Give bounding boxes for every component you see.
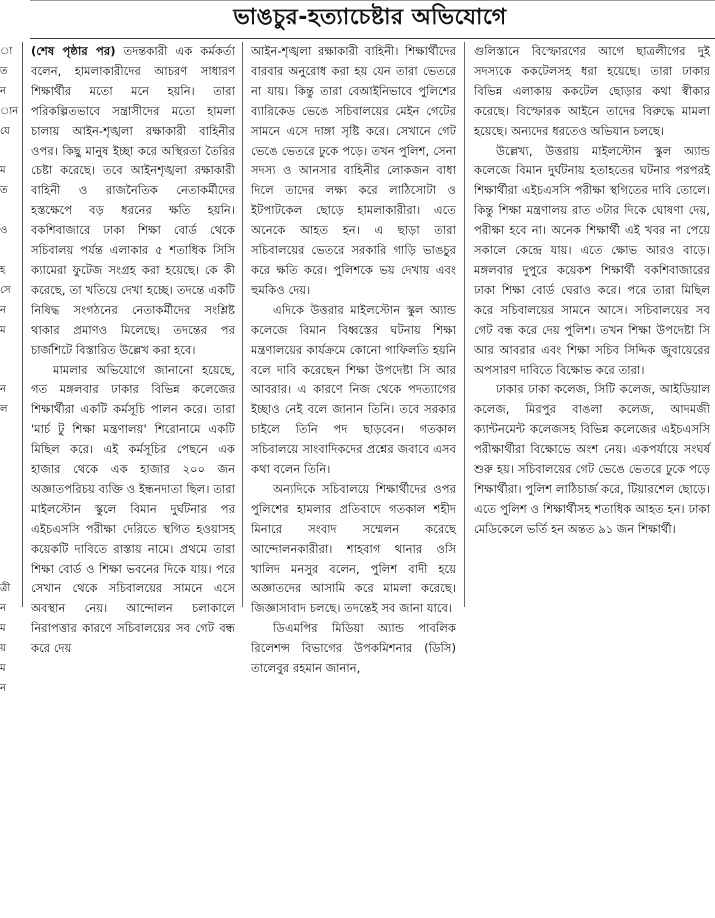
column-2-paragraph-4: ডিএমপির মিডিয়া অ্যান্ড পাবলিক রিলেশন্স বিভাগের উপকমিশনার (ডিসি) তালেবুর রহমান জানান, — [251, 621, 456, 676]
edge-fragment: া — [0, 46, 13, 57]
edge-fragment — [0, 361, 22, 381]
edge-fragment — [0, 779, 22, 799]
column-3-paragraph-3: ঢাকার ঢাকা কলেজ, সিটি কলেজ, আইডিয়াল কলেজ, মিরপুর বাঙলা কলেজ, আদমজী ক্যান্টনমেন্ট কলেজসহ বিভিন্ন কলেজের এইচএসসি পরীক্ষার্থীরা বিক্ষোভে অংশ নেয়। একপর্যায়ে সংঘর্ষ শুরু হয়। সচিবালয়ের গেট ভেঙে ভেতরে ঢুকে পড়ে শিক্ষার্থীরা। পুলিশ লাঠিচার্জ করে, টিয়ারশেল ছোড়ে। এতে পুলিশ ও শিক্ষার্থীসহ শতাধিক আহত হন। ঢাকা মেডিকেলে ভর্তি হন অন্তত ৯১ জন শিক্ষার্থী। — [474, 382, 710, 536]
column-1-paragraph-2: মামলার অভিযোগে জানানো হয়েছে, গত মঙ্গলবার ঢাকার বিভিন্ন কলেজের শিক্ষার্থীরা একটি কর্মসূচি পালন করে। তারা 'মার্চ টু শিক্ষা মন্ত্রণালয়' শিরোনামে একটি মিছিল করে। এই কর্মসূচির পেছনে এক হাজার থেকে এক হাজার ২০০ জন অজ্ঞাতপরিচয় ব্যক্তি ও ইন্ধনদাতা ছিল। তারা মাইলস্টোন স্কুলে বিমান দুর্ঘটনার পর এইচএসসি পরীক্ষা দেরিতে স্থগিত হওয়াসহ কয়েকটি দাবিতে রাস্তায় নামে। প্রথমে তারা শিক্ষা বোর্ড ও শিক্ষা ভবনের দিকে যায়। পরে সেখান থেকে সচিবালয়ের সামনে এসে অবস্থান নেয়। আন্দোলন চলাকালে নিরাপত্তার কারণে সচিবালয়ের সব গেট বন্ধ করে দেয় — [31, 362, 235, 656]
edge-fragment — [0, 739, 22, 759]
column-2-paragraph-2: এদিকে উত্তরার মাইলস্টোন স্কুল অ্যান্ড কলেজে বিমান বিধ্বস্তের ঘটনায় শিক্ষা মন্ত্রণালয়ের কার্যক্রমে কোনো গাফিলতি হয়নি বলে দাবি করেছেন শিক্ষা উপদেষ্টা সি আর আবরার। এ কারণে নিজ থেকে পদত্যাগের ইচ্ছাও নেই বলে জানান তিনি। তবে সরকার চাইলে তিনি পদ ছাড়বেন। গতকাল সচিবালয়ে সাংবাদিকদের প্রশ্নের জবাবে এসব কথা বলেন তিনি। — [251, 302, 456, 477]
column-3-paragraph-1: গুলিস্তানে বিস্ফোরণের আগে ছাত্রলীগের দুই সদস্যকে ককটেলসহ ধরা হয়েছে। তারা ঢাকার বিভিন্ন এলাকায় ককটেল ছোড়ার কথা স্বীকার করেছে। বিস্ফোরক আইনে তাদের বিরুদ্ধে মামলা হয়েছে। অন্যদের ধরতেও অভিযান চলছে। — [474, 44, 710, 138]
edge-fragment: ল — [0, 404, 8, 416]
edge-fragment — [0, 560, 22, 580]
edge-fragment — [0, 898, 22, 918]
edge-fragment — [0, 540, 22, 560]
article-column-3 — [474, 42, 710, 607]
headline: ভাঙচুর-হত্যাচেষ্টার অভিযোগে — [233, 5, 507, 30]
edge-fragment — [0, 818, 22, 838]
column-3-paragraph-2: উল্লেখ্য, উত্তরায় মাইলস্টোন স্কুল অ্যান্ড কলেজে বিমান দুর্ঘটনায় হতাহতের ঘটনার পরপরই শিক্ষার্থীরা এইচএসসি পরীক্ষা স্থগিতের দাবি তোলে। কিন্তু শিক্ষা মন্ত্রণালয় রাত ৩টার দিকে ঘোষণা দেয়, পরীক্ষা হবে না। অনেক শিক্ষার্থী এই খবর না পেয়ে সকালে কেন্দ্রে যায়। এতে ক্ষোভ আরও বাড়ে। মঙ্গলবার দুপুরে কয়েকশ শিক্ষার্থী বকশিবাজারের ঢাকা শিক্ষা বোর্ড ঘেরাও করে। পরে তারা মিছিল করে সচিবালয়ের সামনে আসে। সচিবালয়ের সব গেট বন্ধ করে দেয় পুলিশ। তখন শিক্ষা উপদেষ্টা সি আর আবরার এবং শিক্ষা সচিব সিদ্দিক জুবায়েরের অপসারণ দাবিতে বিক্ষোভ করে তারা। — [474, 143, 710, 377]
article-column-2 — [251, 42, 456, 676]
edge-fragment: ন — [0, 384, 6, 396]
edge-fragment: ত — [0, 65, 8, 77]
edge-fragment — [0, 858, 22, 878]
column-divider — [242, 42, 243, 607]
edge-fragment: ত্রী — [0, 583, 11, 595]
edge-fragment — [0, 440, 22, 460]
edge-fragment: ম — [0, 623, 6, 635]
edge-fragment — [0, 241, 22, 261]
continued-label: (শেষ পৃষ্ঠার পর) — [31, 44, 116, 58]
column-divider — [464, 42, 465, 607]
edge-fragment: ও — [0, 225, 8, 237]
edge-fragment — [0, 142, 22, 162]
edge-fragment: ন — [0, 683, 6, 694]
edge-fragment — [0, 520, 22, 540]
edge-fragment — [0, 500, 22, 520]
edge-fragment: ম — [0, 165, 6, 177]
edge-fragment: ান — [0, 105, 19, 117]
edge-fragment: হ — [0, 264, 6, 276]
edge-fragment: ন — [0, 85, 6, 97]
edge-fragment: যে — [0, 125, 10, 137]
column-2-paragraph-1: আইন-শৃঙ্খলা রক্ষাকারী বাহিনী। শিক্ষার্থীদের বারবার অনুরোধ করা হয় যেন তারা ভেতরে না যায়। কিন্তু তারা বেআইনিভাবে পুলিশের ব্যারিকেড ভেঙে সচিবালয়ের মেইন গেটের সামনে এসে দাঙ্গা সৃষ্টি করে। সেখানে গেট ভেঙে ভেতরে ঢুকে পড়ে। তখন পুলিশ, সেনা সদস্য ও আনসার বাহিনীর লোকজন বাধা দিলে তাদের লক্ষ্য করে লাঠিসোটা ও ইটপাটকেল ছোড়ে হামলাকারীরা। এতে অনেকে আহত হন। এ ছাড়া তারা সচিবালয়ের ভেতরে সরকারি গাড়ি ভাঙচুর করে ক্ষতি করে। পুলিশকে ভয় দেখায় এবং হুমকিও দেয়। — [251, 44, 456, 297]
edge-fragment: ত — [0, 185, 8, 197]
edge-fragment — [0, 341, 22, 361]
edge-fragment — [0, 838, 22, 858]
edge-fragment — [0, 460, 22, 480]
clipped-left-column — [0, 42, 23, 694]
edge-fragment — [0, 878, 22, 898]
edge-fragment — [0, 201, 22, 221]
edge-fragment: ম — [0, 324, 6, 336]
edge-fragment — [0, 420, 22, 440]
edge-fragment — [0, 759, 22, 779]
edge-fragment — [0, 719, 22, 739]
edge-fragment: ম — [0, 663, 6, 675]
headline-rule — [30, 38, 715, 39]
edge-fragment: ন — [0, 603, 6, 615]
edge-fragment — [0, 480, 22, 500]
column-1-paragraph-1 — [31, 42, 235, 361]
edge-fragment: ন — [0, 304, 6, 316]
edge-fragment: য় — [0, 643, 6, 655]
edge-fragment — [0, 798, 22, 818]
column-1-paragraph-1-text: তদন্তকারী এক কর্মকর্তা বলেন, হামলাকারীদের আচরণ সাধারণ শিক্ষার্থীর মতো মনে হয়নি। তারা পরিকল্পিতভাবে সন্ত্রাসীদের মতো হামলা চালায় আইন-শৃঙ্খলা রক্ষাকারী বাহিনীর ওপর। কিছু মানুষ ইচ্ছা করে অস্থিরতা তৈরির চেষ্টা করেছে। তবে আইনশৃঙ্খলা রক্ষাকারী বাহিনী ও রাজনৈতিক নেতাকর্মীদের হস্তক্ষেপে বড় ধরনের ক্ষতি হয়নি। বকশিবাজারে ঢাকা শিক্ষা বোর্ড থেকে সচিবালয় পর্যন্ত এলাকার ৫ শতাধিক সিসি ক্যামেরা ফুটেজ সংগ্রহ করা হয়েছে। কে কী করেছে, তা খতিয়ে দেখা হচ্ছে। তদন্তে একটি নিষিদ্ধ সংগঠনের নেতাকর্মীদের সংশ্লিষ্ট থাকার প্রমাণও মিলেছে। তদন্তের পর চার্জশিটে বিস্তারিত উল্লেখ করা হবে। — [31, 44, 235, 357]
article-column-1 — [31, 42, 235, 656]
column-2-paragraph-3: অন্যদিকে সচিবালয়ে শিক্ষার্থীদের ওপর পুলিশের হামলার প্রতিবাদে গতকাল শহীদ মিনারে সংবাদ সম্মেলন করেছে আন্দোলনকারীরা। শাহবাগ থানার ওসি খালিদ মনসুর বলেন, পুলিশ বাদী হয়ে অজ্ঞাতদের আসামি করে মামলা করেছে। জিজ্ঞাসাবাদ চলছে। তদন্তেই সব জানা যাবে। — [251, 481, 456, 616]
edge-fragment: সে — [0, 284, 11, 296]
edge-fragment — [0, 699, 22, 719]
